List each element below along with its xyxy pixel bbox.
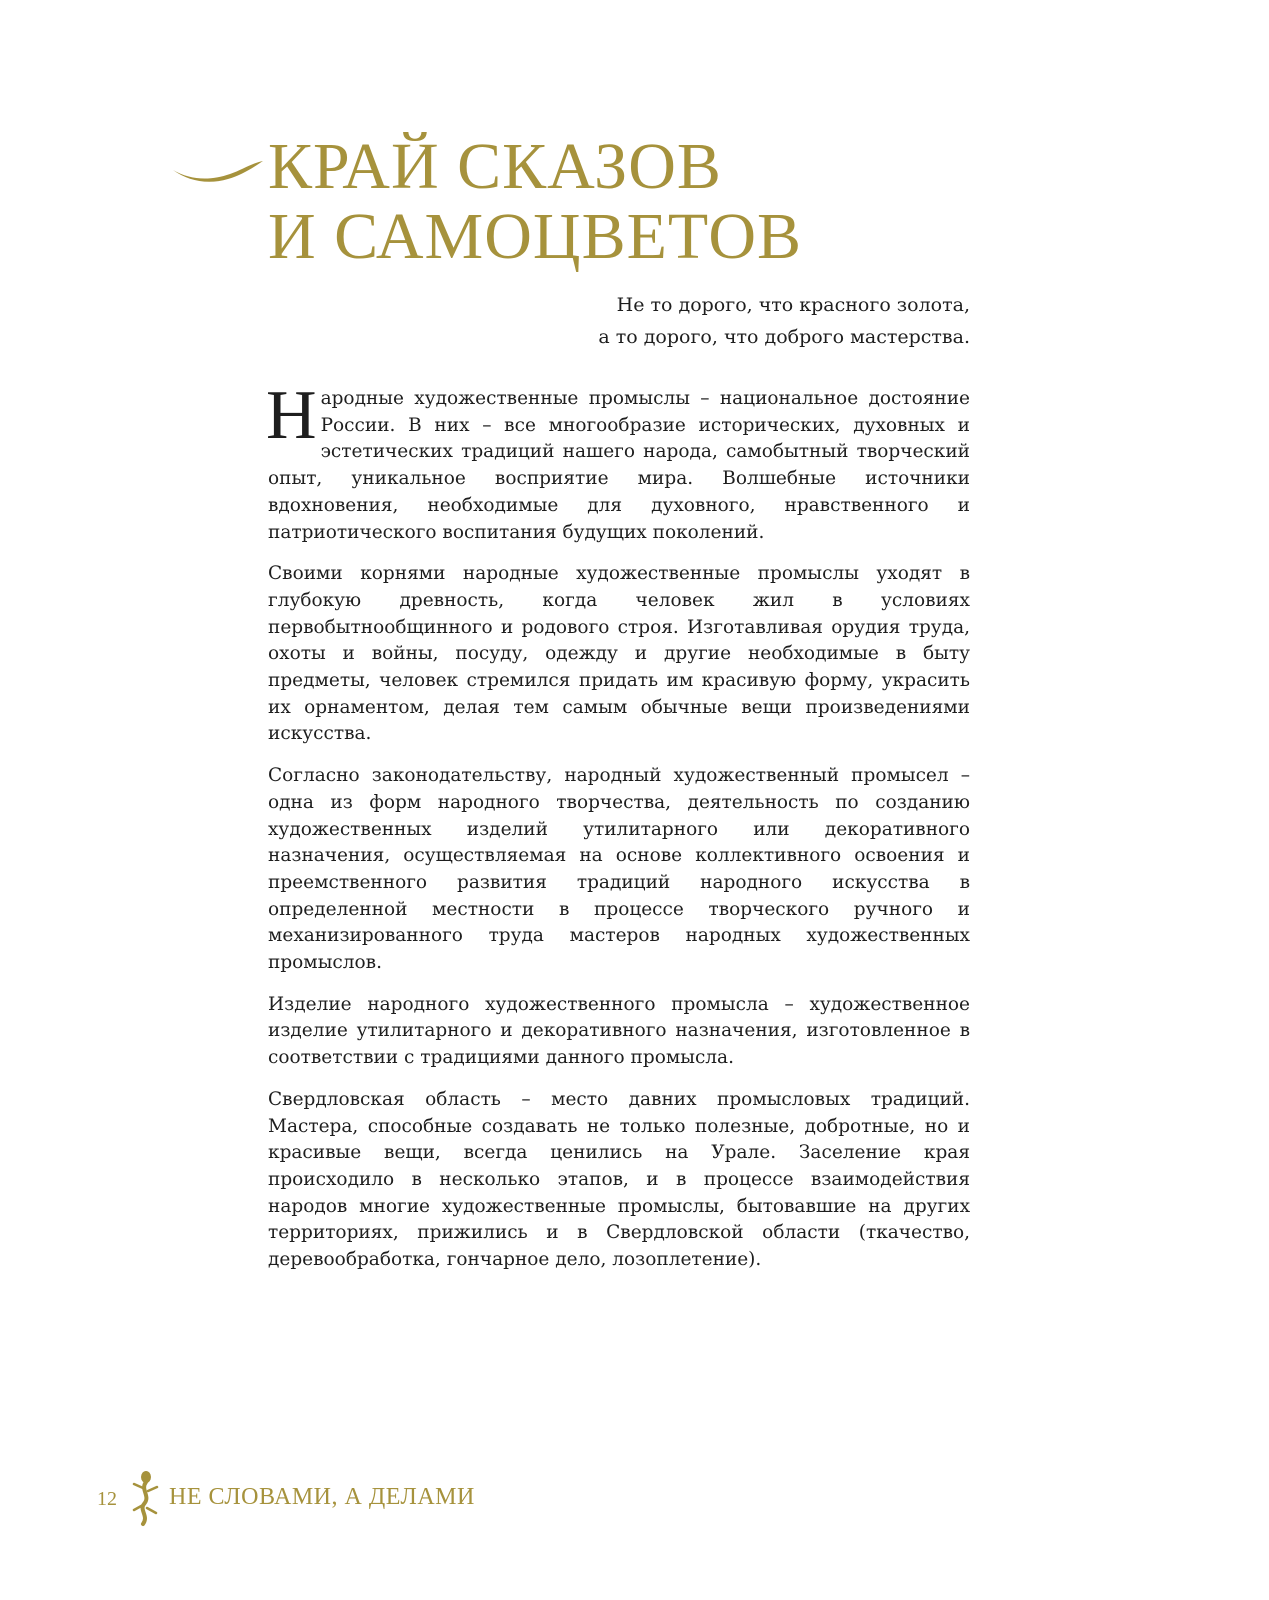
page-number: 12	[97, 1488, 117, 1510]
paragraph-4: Изделие народного художественного промысла – художественное изделие утилитарного и декоративного назначения, изготовленное в соответствии с традициями данного промысла.	[268, 993, 970, 1069]
paragraph-2: Своими корнями народные художественные промыслы уходят в глубокую древность, когда человек жил в условиях первобытнообщинного и родового строя. Изготавливая орудия труда, охоты и войны, посуду, одежду и другие необходимые в быту предметы, человек стремился придать им красивую форму, украсить их орнаментом, делая тем самым обычные вещи произведениями искусства.	[268, 563, 970, 745]
paragraph-3: Согласно законодательству, народный художественный промысел – одна из форм народного творчества, деятельность по созданию художественных изделий утилитарного или декоративного назначения, осуществляемая на основе коллективного освоения и преемственного развития традиций народного искусства в определенной местности в процессе творческого ручного и механизированного труда мастеров народных художественных промыслов.	[268, 765, 970, 974]
epigraph-line-2: а то дорого, что доброго мастерства.	[598, 326, 970, 348]
paragraph-1	[266, 377, 970, 546]
epigraph	[598, 289, 970, 353]
swash-ornament-icon	[170, 150, 265, 190]
epigraph-line-1: Не то дорого, что красного золота,	[616, 294, 970, 316]
paragraph-5: Свердловская область – место давних промысловых традиций. Мастера, способные создавать не только полезные, добротные, но и красивые вещи, всегда ценились на Урале. Заселение края происходило в несколько этапов, и в процессе взаимодействия народов многие художественные промыслы, бытовавшие на других территориях, прижились и в Свердловской области (ткачество, деревообработка, гончарное дело, лозоплетение).	[268, 1088, 970, 1271]
body-text	[266, 377, 970, 1289]
lizard-icon	[129, 1468, 161, 1528]
drop-cap: Н	[266, 377, 317, 454]
title-line-1: КРАЙ СКАЗОВ	[268, 130, 722, 203]
running-title: НЕ СЛОВАМИ, А ДЕЛАМИ	[169, 1484, 475, 1510]
page-title	[268, 132, 802, 272]
paragraph-1-text: ародные художественные промыслы – национальное достояние России. В них – все многообразие исторических, духовных и эстетических традиций нашего народа, самобытный творческий опыт, уникальное восприятие мира. Волшебные источники вдохновения, необходимые для духовного, нравственного и патриотического воспитания будущих поколений.	[268, 388, 970, 543]
title-line-2: И САМОЦВЕТОВ	[268, 200, 803, 273]
